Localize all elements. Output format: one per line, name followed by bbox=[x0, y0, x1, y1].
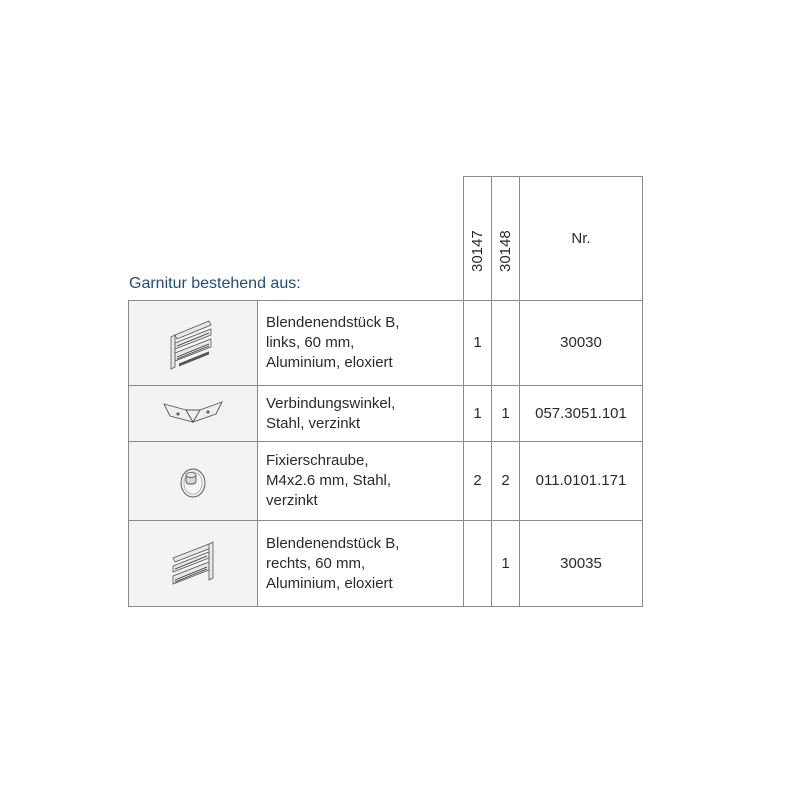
header-spacer bbox=[258, 177, 464, 301]
description-line: Blendenendstück B, bbox=[266, 534, 400, 552]
part-description bbox=[258, 301, 464, 386]
table-row bbox=[129, 442, 643, 521]
quantity-set-a: 2 bbox=[464, 442, 492, 521]
column-header-number bbox=[520, 177, 643, 301]
table-header-row bbox=[129, 177, 643, 301]
part-description bbox=[258, 442, 464, 521]
description-line: M4x2.6 mm, Stahl, bbox=[266, 472, 392, 489]
parts-heading: Garnitur bestehend aus: bbox=[129, 275, 301, 292]
column-header-number-label: Nr. bbox=[571, 230, 591, 247]
description-line: Verbindungswinkel, bbox=[266, 394, 396, 412]
description-line: Aluminium, eloxiert bbox=[266, 574, 393, 592]
quantity-set-b: 2 bbox=[492, 442, 520, 521]
quantity-set-a: 1 bbox=[464, 386, 492, 442]
part-image-cell bbox=[129, 521, 258, 607]
description-line: Fixierschraube, bbox=[266, 452, 369, 469]
parts-table bbox=[128, 176, 643, 607]
description-line: Aluminium, eloxiert bbox=[266, 354, 393, 371]
part-image-cell bbox=[129, 386, 258, 442]
column-header-set-a-label: 30147 bbox=[468, 230, 486, 272]
part-number: 30030 bbox=[520, 301, 643, 386]
quantity-set-a bbox=[464, 521, 492, 607]
column-header-set-b bbox=[492, 177, 520, 301]
connecting-bracket-icon bbox=[160, 396, 226, 432]
end-piece-left-icon bbox=[163, 313, 223, 373]
description-line: links, 60 mm, bbox=[266, 334, 355, 351]
part-number: 30035 bbox=[520, 521, 643, 607]
part-number: 011.0101.171 bbox=[520, 442, 643, 521]
part-description bbox=[258, 386, 464, 442]
column-header-set-a bbox=[464, 177, 492, 301]
table-row bbox=[129, 301, 643, 386]
fixing-screw-icon bbox=[171, 459, 215, 503]
quantity-set-b bbox=[492, 301, 520, 386]
part-image-cell bbox=[129, 301, 258, 386]
header-spacer bbox=[129, 177, 258, 301]
description-line: Stahl, verzinkt bbox=[266, 414, 361, 432]
table-row bbox=[129, 521, 643, 607]
quantity-set-b: 1 bbox=[492, 521, 520, 607]
part-image-cell bbox=[129, 442, 258, 521]
column-header-set-b-label: 30148 bbox=[496, 230, 514, 272]
end-piece-right-icon bbox=[163, 532, 223, 596]
description-line: Blendenendstück B, bbox=[266, 314, 400, 331]
table-row bbox=[129, 386, 643, 442]
description-line: rechts, 60 mm, bbox=[266, 554, 366, 572]
part-number: 057.3051.101 bbox=[520, 386, 643, 442]
quantity-set-b: 1 bbox=[492, 386, 520, 442]
description-line: verzinkt bbox=[266, 492, 318, 509]
part-description bbox=[258, 521, 464, 607]
quantity-set-a: 1 bbox=[464, 301, 492, 386]
